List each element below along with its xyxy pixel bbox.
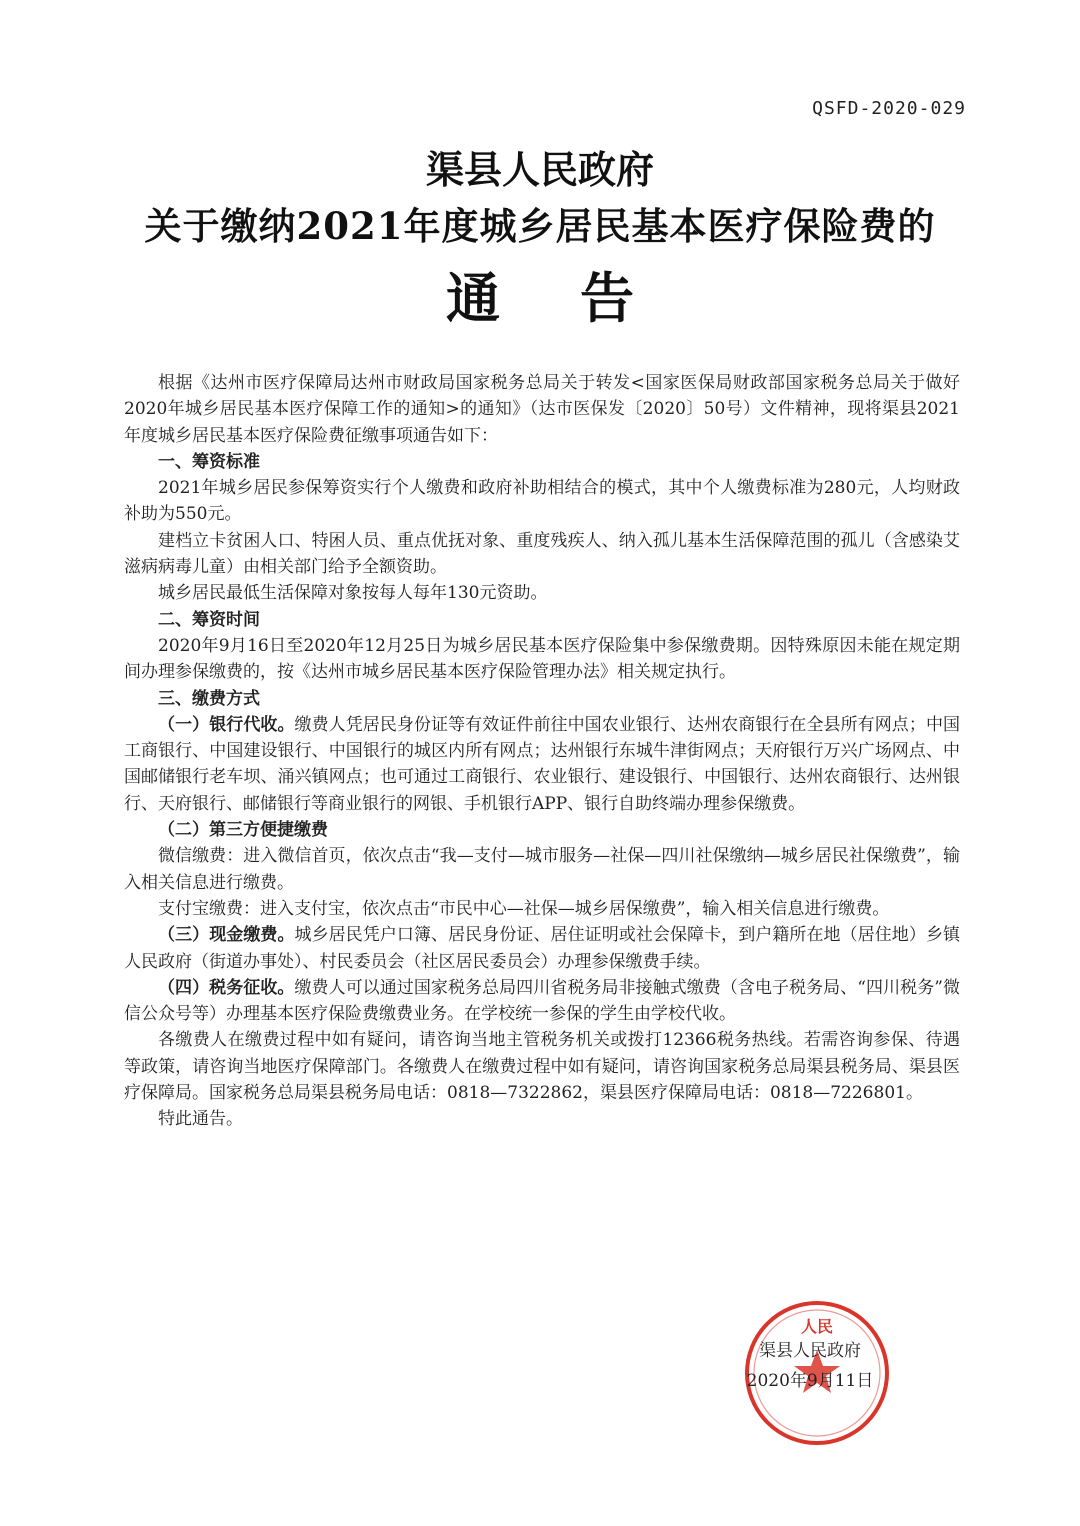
paragraph: 2021年城乡居民参保筹资实行个人缴费和政府补助相结合的模式，其中个人缴费标准为280元，人均财政补助为550元。	[124, 478, 960, 525]
signature-block	[700, 1336, 920, 1396]
payment-method-bank	[124, 712, 960, 817]
section-heading-funding-period: 二、筹资时间	[158, 609, 260, 630]
intro-paragraph: 根据《达州市医疗保障局达州市财政局国家税务总局关于转发<国家医保局财政部国家税务总局关于做好2020年城乡居民基本医疗保障工作的通知>的通知》（达市医保发〔2020〕50号）文件精神，现将渠县2021年度城乡居民基本医疗保险费征缴事项通告如下：	[124, 373, 960, 446]
payment-method-label: （四）税务征收。	[158, 977, 295, 998]
payment-method-cash	[124, 922, 960, 975]
section-heading-funding-standard: 一、筹资标准	[158, 451, 260, 472]
payment-method-label: （三）现金缴费。	[158, 925, 295, 946]
payment-method-label: （二）第三方便捷缴费	[158, 820, 328, 841]
title-block	[0, 142, 1080, 338]
svg-text:人民: 人民	[800, 1317, 834, 1336]
title-line-issuer: 渠县人民政府	[425, 147, 654, 192]
title-line-subject: 关于缴纳2021年度城乡居民基本医疗保险费的	[144, 204, 936, 248]
section-heading-payment-methods: 三、缴费方式	[158, 688, 260, 709]
signature-organization: 渠县人民政府	[759, 1341, 861, 1361]
alipay-payment-paragraph: 支付宝缴费：进入支付宝，依次点击“市民中心—社保—城乡居保缴费”，输入相关信息进行缴费。	[158, 898, 890, 919]
wechat-payment-paragraph: 微信缴费：进入微信首页，依次点击“我—支付—城市服务—社保—四川社保缴纳—城乡居民社保缴费”，输入相关信息进行缴费。	[124, 846, 960, 893]
payment-method-label: （一）银行代收。	[158, 714, 295, 735]
paragraph: 建档立卡贫困人口、特困人员、重点优抚对象、重度残疾人、纳入孤儿基本生活保障范围的孤儿（含感染艾滋病病毒儿童）由相关部门给予全额资助。	[124, 530, 960, 578]
paragraph: 城乡居民最低生活保障对象按每人每年130元资助。	[158, 583, 548, 604]
title-line-notice: 通告	[446, 266, 714, 330]
closing-paragraph: 特此通告。	[158, 1109, 243, 1130]
signature-date: 2020年9月11日	[746, 1371, 874, 1391]
payment-method-text: 城乡居民凭户口簿、居民身份证、居住证明或社会保障卡，到户籍所在地（居住地）乡镇人民政府（街道办事处）、村民委员会（社区居民委员会）办理参保缴费手续。	[124, 925, 961, 972]
notice-body	[124, 370, 960, 1133]
contact-paragraph: 各缴费人在缴费过程中如有疑问，请咨询当地主管税务机关或拨打12366税务热线。若需咨询参保、待遇等政策，请咨询当地医疗保障部门。各缴费人在缴费过程中如有疑问，请咨询国家税务总局渠县税务局、渠县医疗保障局。国家税务总局渠县税务局电话：0818—7322862，渠县医疗保障局电话：0818—7226801。	[124, 1030, 960, 1104]
payment-method-tax	[124, 975, 960, 1028]
paragraph: 2020年9月16日至2020年12月25日为城乡居民基本医疗保险集中参保缴费期。因特殊原因未能在规定期间办理参保缴费的，按《达州市城乡居民基本医疗保险管理办法》相关规定执行。	[124, 635, 960, 683]
payment-method-text: 缴费人可以通过国家税务总局四川省税务局非接触式缴费（含电子税务局、“四川税务”微信公众号等）办理基本医疗保险费缴费业务。在学校统一参保的学生由学校代收。	[124, 977, 960, 1025]
document-number: QSFD-2020-029	[812, 98, 966, 119]
payment-method-third-party-heading	[124, 817, 960, 843]
payment-method-text: 缴费人凭居民身份证等有效证件前往中国农业银行、达州农商银行在全县所有网点；中国工商银行、中国建设银行、中国银行的城区内所有网点；达州银行东城牛津街网点；天府银行万兴广场网点、中国邮储银行老车坝、涌兴镇网点；也可通过工商银行、农业银行、建设银行、中国银行、达州农商银行、达州银行、天府银行、邮储银行等商业银行的网银、手机银行APP、银行自助终端办理参保缴费。	[124, 714, 961, 814]
